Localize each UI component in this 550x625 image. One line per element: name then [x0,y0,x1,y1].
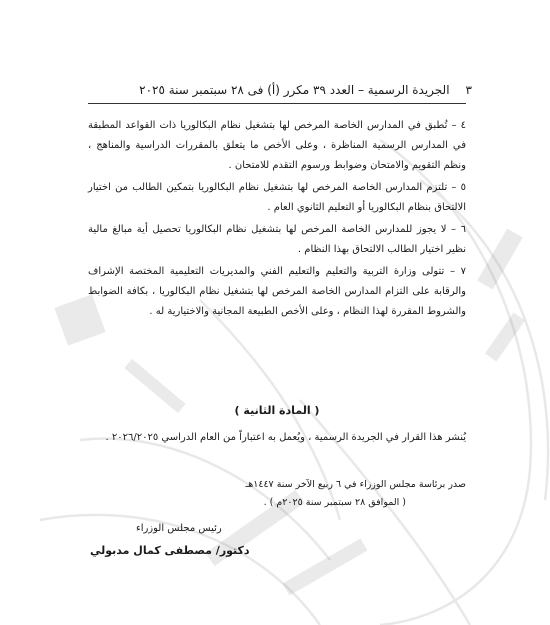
issue-date-gregorian: ( الموافق ٢٨ سبتمبر سنة ٢٠٢٥م ) . [263,497,406,508]
publish-clause: يُنشر هذا القرار في الجريدة الرسمية ، ويُعمل به اعتباراً من العام الدراسي ٢٠٢٦/٢٠٢٥ . [105,432,466,443]
issue-date-hijri: صدر برئاسة مجلس الوزراء في ٦ ربيع الآخر سنة ١٤٤٧هـ [245,479,466,490]
decree-body [88,116,466,322]
clause-4: ٤ – تُطبق في المدارس الخاصة المرخص لها بتشغيل نظام البكالوريا ذات القواعد المطبقة في المدارس الرسمية المناظرة ، وعلى الأخص ما يتعلق بالمقررات الدراسية والمناهج ، ونظم التقويم والامتحان وضوابط ورسوم التقدم للامتحان . [88,120,466,171]
header-divider [88,103,466,104]
page-header [92,82,472,98]
signatory-name: دكتور/ مصطفى كمال مدبولي [90,544,250,557]
clause-7: ٧ – تتولى وزارة التربية والتعليم والتعليم الفني والمديريات التعليمية المختصة الإشراف والرقابة على التزام المدارس الخاصة المرخص لها بتشغيل نظام البكالوريا ، بكافة الضوابط والشروط المقررة لهذا النظام ، وعلى الأخص الطبيعة المجانية والاختيارية له . [88,266,466,317]
gazette-title: الجريدة الرسمية – العدد ٣٩ مكرر (أ) فى ٢٨ سبتمبر سنة ٢٠٢٥ [139,83,450,97]
clause-5: ٥ – تلتزم المدارس الخاصة المرخص لها بتشغيل نظام البكالوريا بتمكين الطالب من اختيار الالتحاق بنظام البكالوريا أو التعليم الثانوي العام . [88,182,466,213]
article-heading: ( المادة الثانية ) [234,404,320,417]
issue-statement [88,476,466,512]
signature-block [88,520,332,560]
page-number: ٣ [465,83,472,97]
clause-6: ٦ – لا يجوز للمدارس الخاصة المرخص لها بتشغيل نظام البكالوريا تحصيل أية مبالغ مالية نظير اختيار الطالب الالتحاق بهذا النظام . [88,224,466,255]
signatory-title: رئيس مجلس الوزراء [136,523,222,534]
